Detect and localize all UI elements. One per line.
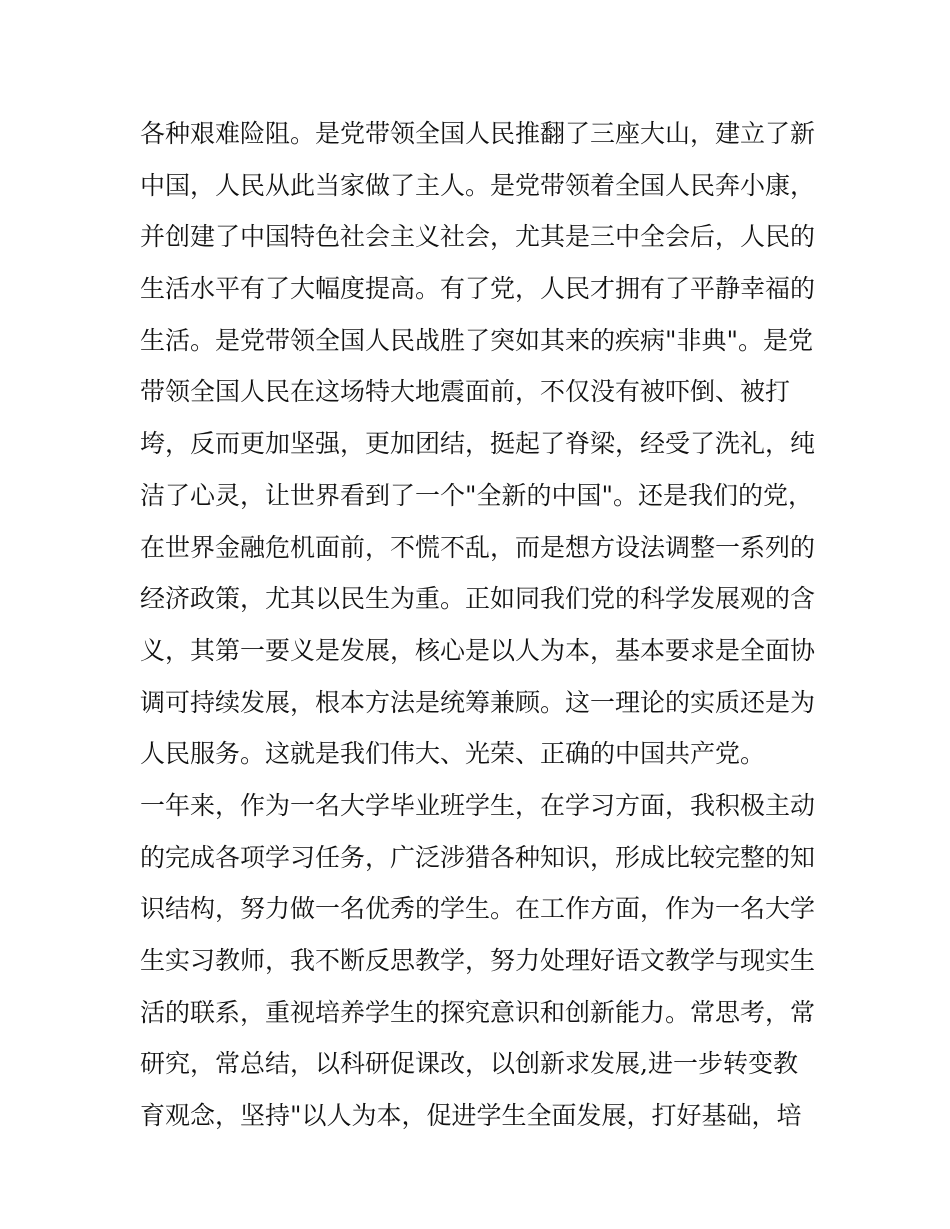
text-line: 研究，常总结，以科研促课改，以创新求发展,进一步转变教 [140, 1049, 798, 1079]
text-line: 各种艰难险阻。是党带领全国人民推翻了三座大山，建立了新 [140, 119, 816, 148]
text-line: 生活水平有了大幅度提高。有了党，人民才拥有了平静幸福的 [140, 274, 816, 304]
body-text [140, 108, 820, 1142]
text-line: 义，其第一要义是发展，核心是以人为本，基本要求是全面协 [140, 635, 816, 665]
text-line: 垮，反而更加坚强，更加团结，挺起了脊梁，经受了洗礼，纯 [140, 429, 816, 459]
text-line: 洁了心灵，让世界看到了一个"全新的中国"。还是我们的党， [140, 480, 814, 510]
text-line: 经济政策，尤其以民生为重。正如同我们党的科学发展观的含 [140, 584, 816, 614]
text-line: 人民服务。这就是我们伟大、光荣、正确的中国共产党。 [140, 739, 766, 769]
text-line: 调可持续发展，根本方法是统筹兼顾。这一理论的实质还是为 [140, 687, 816, 717]
text-line: 中国，人民从此当家做了主人。是党带领着全国人民奔小康， [140, 170, 816, 200]
text-line: 育观念，坚持"以人为本，促进学生全面发展，打好基础，培 [140, 1101, 802, 1131]
text-line: 识结构，努力做一名优秀的学生。在工作方面，作为一名大学 [140, 894, 816, 924]
text-line: 生活。是党带领全国人民战胜了突如其来的疾病"非典"。是党 [140, 325, 814, 355]
text-line: 活的联系，重视培养学生的探究意识和创新能力。常思考，常 [140, 997, 816, 1027]
text-line: 在世界金融危机面前，不慌不乱，而是想方设法调整一系列的 [140, 532, 816, 562]
text-line: 一年来，作为一名大学毕业班学生，在学习方面，我积极主动 [140, 790, 816, 820]
text-line: 并创建了中国特色社会主义社会，尤其是三中全会后，人民的 [140, 222, 816, 252]
text-line: 生实习教师，我不断反思教学，努力处理好语文教学与现实生 [140, 946, 816, 975]
text-line: 的完成各项学习任务，广泛涉猎各种知识，形成比较完整的知 [140, 842, 816, 872]
text-line: 带领全国人民在这场特大地震面前，不仅没有被吓倒、被打 [140, 377, 791, 407]
